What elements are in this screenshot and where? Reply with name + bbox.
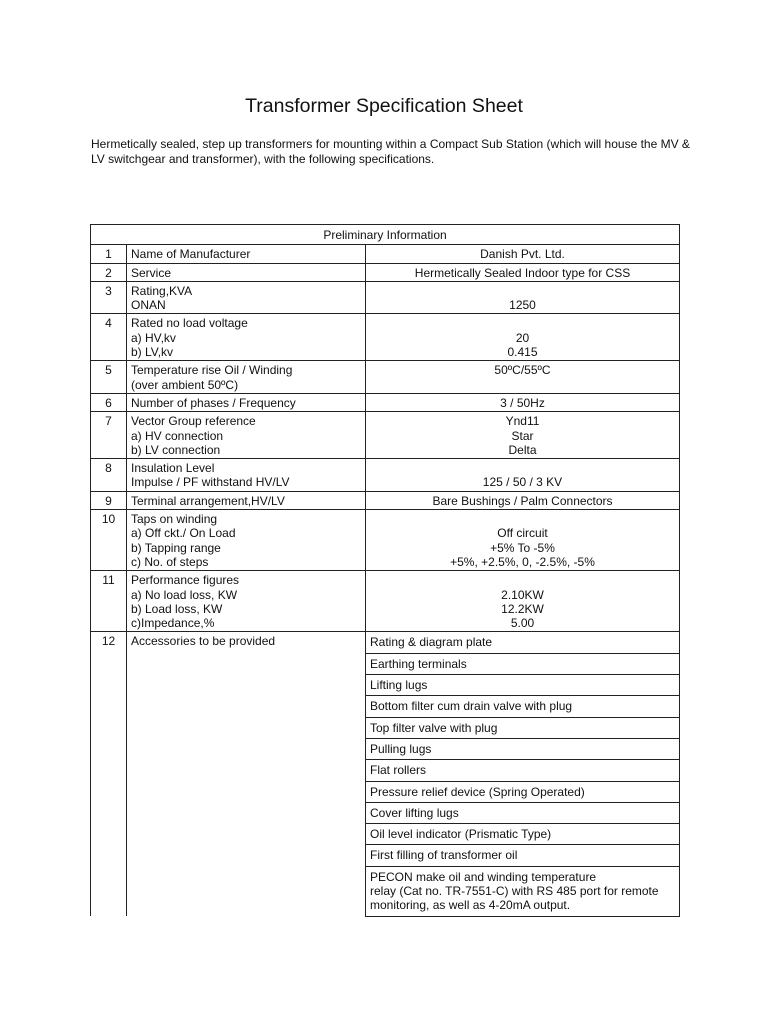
- cell-line: Bare Bushings / Palm Connectors: [432, 493, 613, 508]
- row-label: [127, 412, 366, 459]
- cell-line: Delta: [508, 442, 537, 457]
- cell-line: First filling of transformer oil: [370, 848, 518, 863]
- table-row: [91, 491, 680, 509]
- cell-line: [370, 512, 675, 526]
- cell-line: relay (Cat no. TR-7551-C) with RS 485 port for remote: [370, 883, 659, 898]
- cell-line: Flat rollers: [370, 763, 427, 778]
- row-label: [127, 245, 366, 263]
- cell-line: 1250: [509, 298, 536, 313]
- cell-line: ONAN: [131, 298, 166, 313]
- row-value: [366, 459, 680, 492]
- row-number: 8: [91, 459, 127, 492]
- row-number: 5: [91, 361, 127, 394]
- row-number: 1: [91, 245, 127, 263]
- table-row: [91, 412, 680, 459]
- cell-line: a) HV,kv: [131, 330, 176, 345]
- cell-line: Impulse / PF withstand HV/LV: [131, 475, 290, 490]
- row-label: Accessories to be provided: [127, 632, 366, 916]
- table-row: [91, 571, 680, 632]
- cell-line: Oil level indicator (Prismatic Type): [370, 827, 552, 842]
- table-row: [91, 263, 680, 281]
- cell-line: [370, 316, 675, 330]
- cell-line: Vector Group reference: [131, 414, 256, 429]
- accessory-item: [366, 760, 680, 781]
- cell-line: b) LV connection: [131, 442, 221, 457]
- row-label: [127, 459, 366, 492]
- cell-line: Insulation Level: [131, 461, 215, 476]
- cell-line: (over ambient 50ºC): [131, 377, 239, 392]
- row-label: [127, 510, 366, 571]
- accessory-item: [366, 696, 680, 717]
- row-value: [366, 393, 680, 411]
- cell-line: Rating & diagram plate: [370, 635, 493, 650]
- row-label: [127, 281, 366, 314]
- row-value: [366, 491, 680, 509]
- accessory-item: [366, 675, 680, 696]
- cell-line: Lifting lugs: [370, 678, 428, 693]
- row-number: 12: [91, 632, 127, 916]
- row-label: [127, 571, 366, 632]
- cell-line: [370, 284, 675, 298]
- specification-table: [90, 224, 680, 917]
- cell-line: b) Load loss, KW: [131, 601, 223, 616]
- cell-line: a) HV connection: [131, 428, 224, 443]
- cell-line: Pressure relief device (Spring Operated): [370, 784, 585, 799]
- preliminary-information-header: Preliminary Information: [91, 225, 680, 245]
- cell-line: Performance figures: [131, 573, 240, 588]
- row-value: [366, 314, 680, 361]
- cell-line: Pulling lugs: [370, 741, 432, 756]
- table-header-row: [91, 225, 680, 245]
- cell-line: [370, 573, 675, 587]
- cell-line: a) Off ckt./ On Load: [131, 526, 236, 541]
- page-title: Transformer Specification Sheet: [245, 95, 523, 117]
- table-row: [91, 459, 680, 492]
- cell-line: c)Impedance,%: [131, 616, 215, 631]
- accessory-item: [366, 653, 680, 674]
- cell-line: 0.415: [507, 345, 538, 360]
- table-row: [91, 281, 680, 314]
- cell-line: Rating,KVA: [131, 283, 193, 298]
- accessory-item: [366, 738, 680, 759]
- cell-line: 3 / 50Hz: [500, 395, 545, 410]
- cell-line: Bottom filter cum drain valve with plug: [370, 699, 573, 714]
- row-value: [366, 412, 680, 459]
- cell-line: 50ºC/55ºC: [494, 363, 551, 378]
- accessory-item: [366, 845, 680, 866]
- cell-line: PECON make oil and winding temperature: [370, 869, 597, 884]
- row-value: [366, 263, 680, 281]
- table-row: [91, 510, 680, 571]
- row-value: [366, 281, 680, 314]
- cell-line: Top filter valve with plug: [370, 720, 498, 735]
- cell-line: Temperature rise Oil / Winding: [131, 363, 293, 378]
- row-number: 4: [91, 314, 127, 361]
- cell-line: 125 / 50 / 3 KV: [482, 475, 563, 490]
- row-number: 9: [91, 491, 127, 509]
- accessory-item: [366, 802, 680, 823]
- row-label: [127, 491, 366, 509]
- row-number: 2: [91, 263, 127, 281]
- accessory-item: [366, 632, 680, 653]
- row-label: [127, 314, 366, 361]
- cell-line: 20: [515, 330, 530, 345]
- cell-line: Off circuit: [497, 526, 548, 541]
- cell-line: Number of phases / Frequency: [131, 395, 296, 410]
- cell-line: c) No. of steps: [131, 554, 209, 569]
- cell-line: b) LV,kv: [131, 345, 174, 360]
- cell-line: [370, 461, 675, 475]
- accessory-item: [366, 824, 680, 845]
- intro-paragraph: Hermetically sealed, step up transformers for mounting within a Compact Sub Station (which will house the MV & LV switchgear and transformer), with the following specifications.: [91, 137, 690, 166]
- accessory-item: [366, 866, 680, 916]
- accessory-item: [366, 781, 680, 802]
- table-row: [91, 361, 680, 394]
- row-number: 11: [91, 571, 127, 632]
- cell-line: Cover lifting lugs: [370, 805, 459, 820]
- row-label: [127, 393, 366, 411]
- cell-line: Name of Manufacturer: [131, 247, 251, 262]
- row-value: [366, 361, 680, 394]
- cell-line: Rated no load voltage: [131, 316, 248, 331]
- table-row: [91, 393, 680, 411]
- cell-line: Star: [511, 428, 534, 443]
- accessories-row: [91, 632, 680, 653]
- cell-line: Ynd11: [505, 414, 540, 429]
- row-value: [366, 245, 680, 263]
- cell-line: Taps on winding: [131, 512, 218, 527]
- cell-line: monitoring, as well as 4-20mA output.: [370, 898, 571, 913]
- cell-line: Terminal arrangement,HV/LV: [131, 493, 285, 508]
- row-number: 3: [91, 281, 127, 314]
- row-number: 7: [91, 412, 127, 459]
- cell-line: b) Tapping range: [131, 540, 221, 555]
- table-row: [91, 245, 680, 263]
- row-number: 10: [91, 510, 127, 571]
- row-label: [127, 361, 366, 394]
- row-number: 6: [91, 393, 127, 411]
- cell-line: 12.2KW: [501, 601, 544, 616]
- cell-line: Earthing terminals: [370, 656, 467, 671]
- cell-line: +5% To -5%: [490, 540, 555, 555]
- row-value: [366, 510, 680, 571]
- row-label: [127, 263, 366, 281]
- cell-line: a) No load loss, KW: [131, 587, 238, 602]
- cell-line: 2.10KW: [501, 587, 544, 602]
- row-value: [366, 571, 680, 632]
- accessory-item: [366, 717, 680, 738]
- cell-line: Danish Pvt. Ltd.: [480, 247, 565, 262]
- cell-line: Service: [131, 265, 172, 280]
- cell-line: +5%, +2.5%, 0, -2.5%, -5%: [450, 554, 595, 569]
- table-row: [91, 314, 680, 361]
- cell-line: Hermetically Sealed Indoor type for CSS: [414, 265, 631, 280]
- cell-line: 5.00: [510, 616, 535, 631]
